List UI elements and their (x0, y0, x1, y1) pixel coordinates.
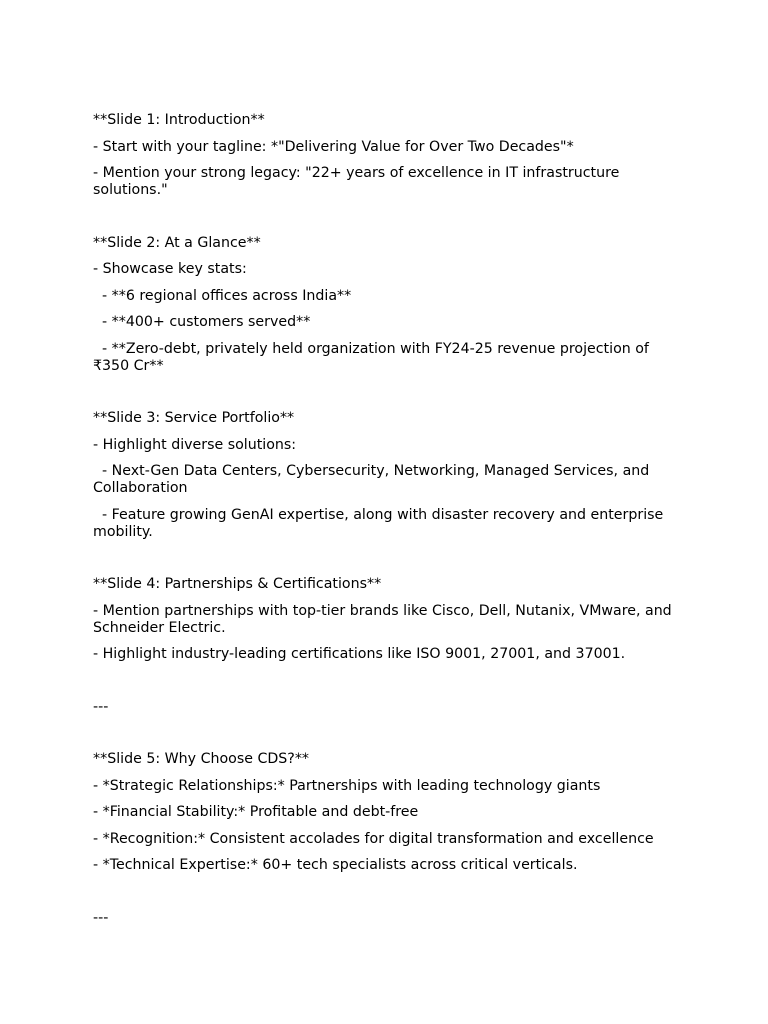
slide-2-stat-customers: - **400+ customers served** (93, 314, 311, 330)
slide-5-heading: **Slide 5: Why Choose CDS?** (93, 751, 310, 767)
separator: --- (93, 698, 109, 715)
blank-line (93, 884, 685, 910)
blank-line (93, 209, 685, 235)
blank-line (93, 725, 685, 751)
slide-3-solutions-intro: - Highlight diverse solutions: (93, 436, 297, 453)
slide-3-solutions-list: - Next-Gen Data Centers, Cybersecurity, Networking, Managed Services, and Collaboration (93, 463, 654, 496)
separator: --- (93, 909, 109, 926)
slide-2-heading: **Slide 2: At a Glance** (93, 234, 261, 251)
slide-5-financial: - *Financial Stability:* Profitable and debt-free (93, 804, 419, 820)
slide-5-relationships: - *Strategic Relationships:* Partnerships with leading technology giants (93, 777, 601, 794)
slide-5-recognition: - *Recognition:* Consistent accolades for digital transformation and excellence (93, 830, 654, 847)
slide-4-certifications: - Highlight industry-leading certifications like ISO 9001, 27001, and 37001. (93, 646, 626, 662)
slide-2-stats-intro: - Showcase key stats: (93, 261, 247, 277)
blank-line (93, 673, 685, 699)
slide-1-heading: **Slide 1: Introduction** (93, 112, 265, 128)
slide-1-tagline: - Start with your tagline: *"Delivering Value for Over Two Decades"* (93, 138, 574, 155)
slide-1-legacy: - Mention your strong legacy: "22+ years of excellence in IT infrastructure solutions." (93, 165, 624, 198)
slide-3-genai: - Feature growing GenAI expertise, along with disaster recovery and enterprise mobility. (93, 506, 668, 540)
slide-3-heading: **Slide 3: Service Portfolio** (93, 410, 295, 426)
slide-2-stat-offices: - **6 regional offices across India** (93, 287, 352, 304)
slide-5-expertise: - *Technical Expertise:* 60+ tech specialists across critical verticals. (93, 857, 578, 873)
blank-line (93, 384, 685, 410)
slide-4-partnerships: - Mention partnerships with top-tier brands like Cisco, Dell, Nutanix, VMware, and Schneider Electric. (93, 602, 677, 636)
slide-2-stat-revenue: - **Zero-debt, privately held organization with FY24-25 revenue projection of ₹350 Cr** (93, 340, 654, 374)
slide-4-heading: **Slide 4: Partnerships & Certifications** (93, 576, 382, 592)
blank-line (93, 550, 685, 576)
document-body (93, 112, 685, 936)
